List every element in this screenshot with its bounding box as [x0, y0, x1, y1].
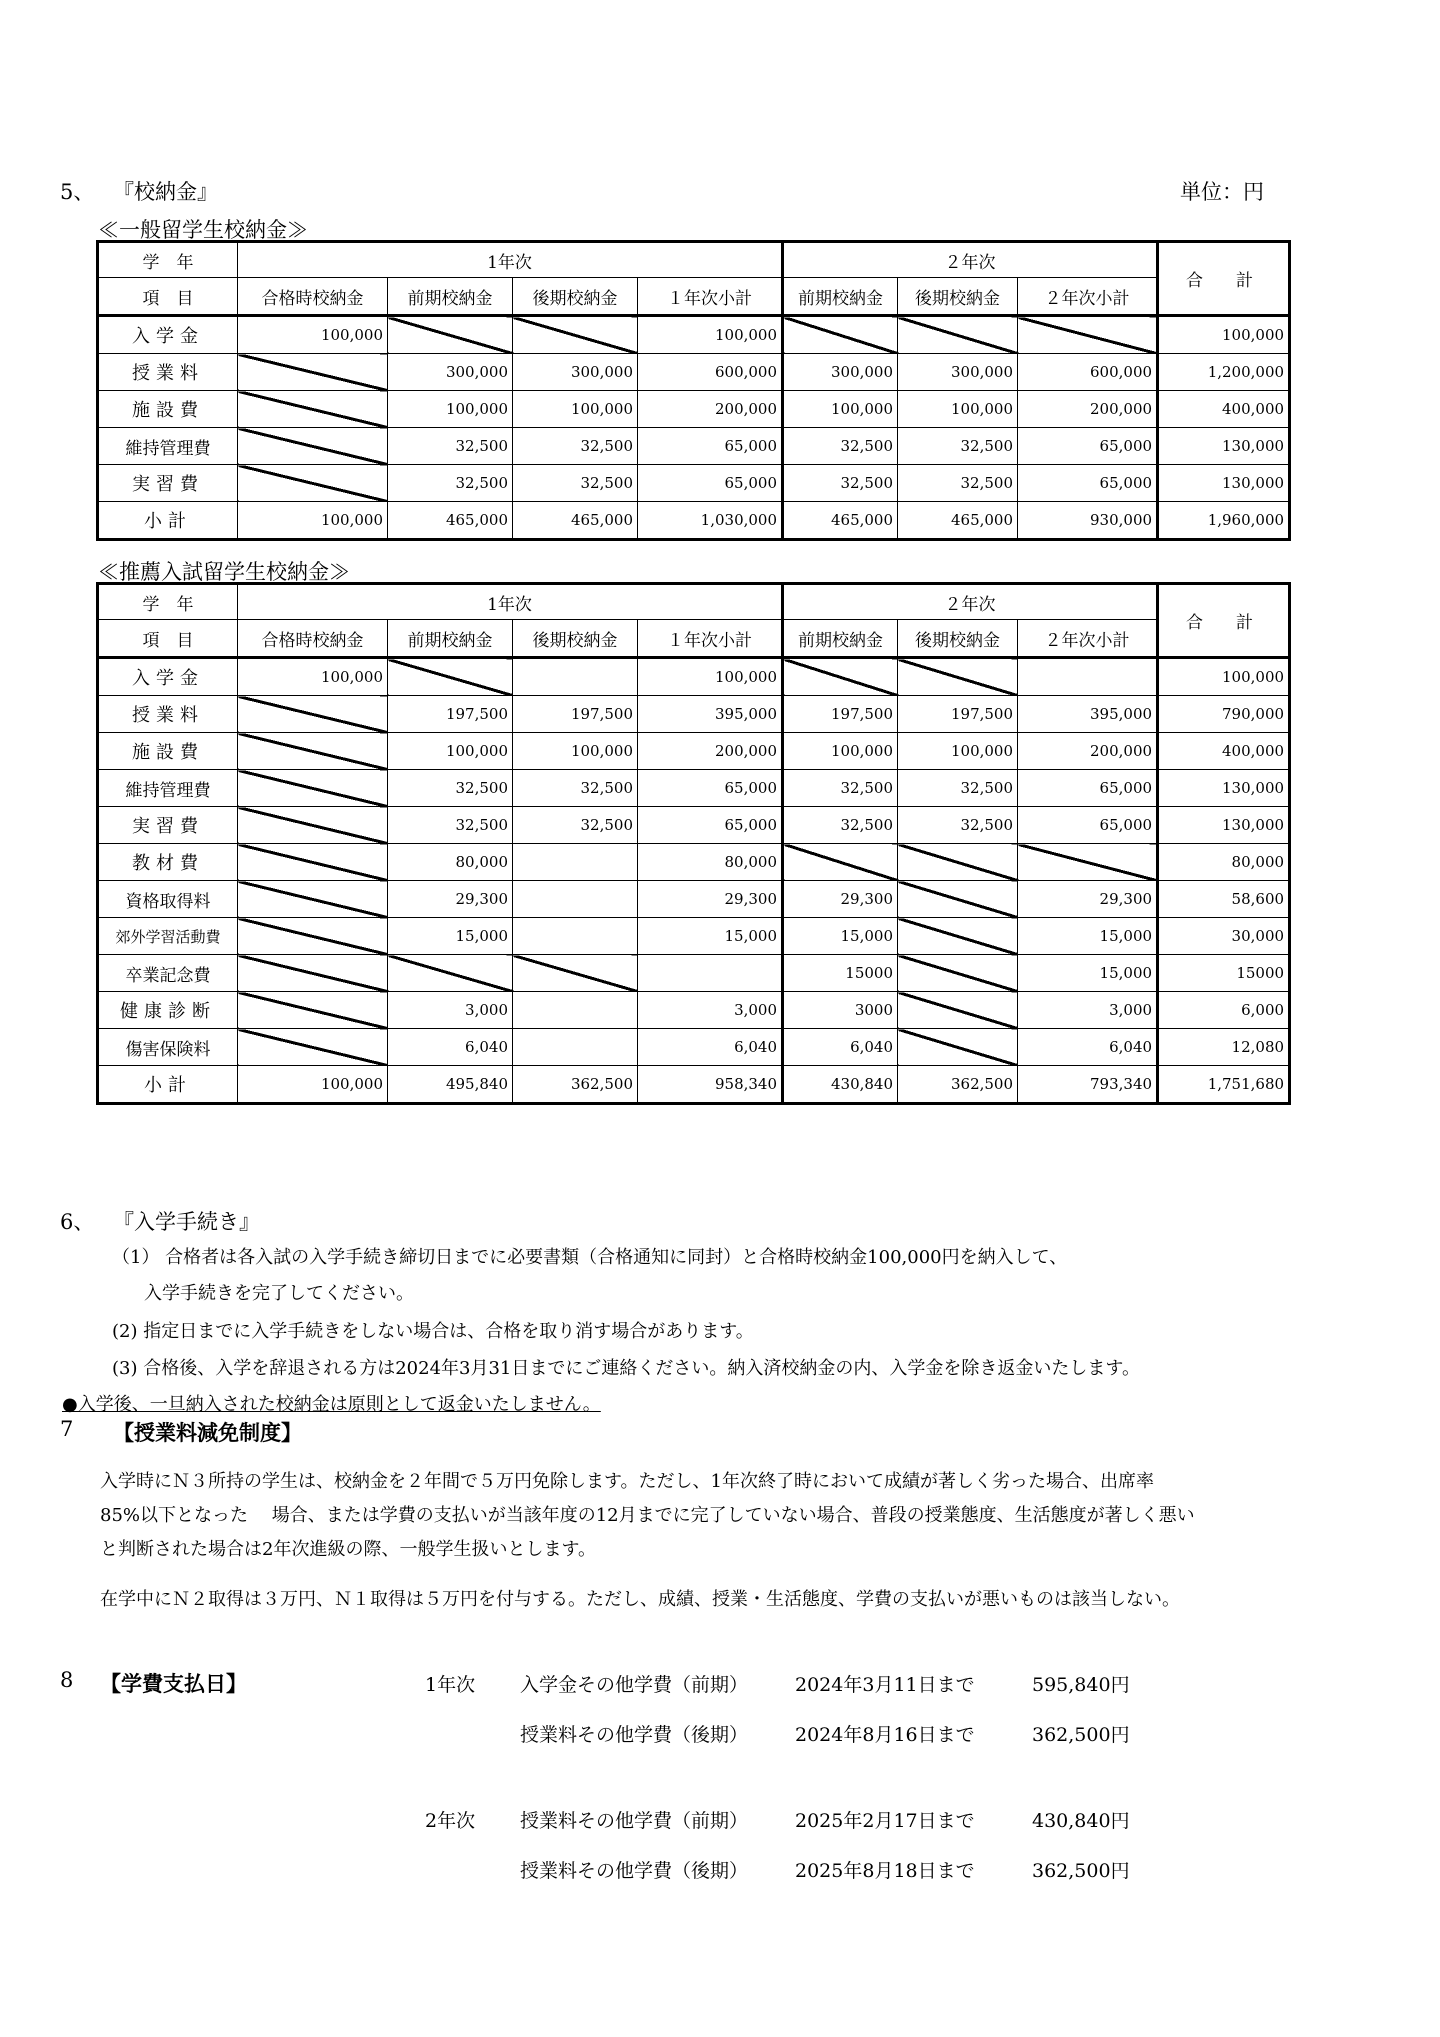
empty-cell: [898, 844, 1018, 881]
value-cell: 32,500: [898, 465, 1018, 502]
value-cell: 100,000: [638, 658, 783, 696]
empty-cell: [238, 918, 388, 955]
value-cell: 32,500: [898, 807, 1018, 844]
empty-cell: [898, 658, 1018, 696]
section-7-number: 7: [60, 1417, 74, 1441]
value-cell: 100,000: [783, 733, 898, 770]
value-cell: 32,500: [513, 807, 638, 844]
empty-cell: [238, 770, 388, 807]
value-cell: 130,000: [1158, 428, 1290, 465]
value-cell: 930,000: [1018, 502, 1158, 540]
value-cell: 6,040: [1018, 1029, 1158, 1066]
value-cell: 300,000: [783, 354, 898, 391]
value-cell: 362,500: [513, 1066, 638, 1104]
value-cell: 362,500: [898, 1066, 1018, 1104]
table-row: [98, 881, 1290, 918]
value-cell: [513, 881, 638, 918]
table-row: [98, 992, 1290, 1029]
empty-cell: [898, 316, 1018, 354]
value-cell: 15,000: [1018, 918, 1158, 955]
procedure-2: (2) 指定日までに入学手続きをしない場合は、合格を取り消す場合があります。: [112, 1321, 754, 1342]
value-cell: 130,000: [1158, 807, 1290, 844]
value-cell: 495,840: [388, 1066, 513, 1104]
general-fee-table: [96, 240, 1291, 541]
value-cell: 15,000: [388, 918, 513, 955]
value-cell: 197,500: [513, 696, 638, 733]
value-cell: 200,000: [1018, 391, 1158, 428]
empty-cell: [238, 1029, 388, 1066]
value-cell: 80,000: [1158, 844, 1290, 881]
value-cell: 400,000: [1158, 391, 1290, 428]
table-row: [98, 770, 1290, 807]
value-cell: 32,500: [513, 770, 638, 807]
row-label: 傷害保険料: [98, 1029, 238, 1066]
row-label: 授業料: [98, 354, 238, 391]
pay-item: 入学金その他学費（前期）: [520, 1674, 749, 1696]
table-row: [98, 465, 1290, 502]
col-first-term: 前期校納金: [388, 620, 513, 658]
value-cell: 100,000: [388, 391, 513, 428]
empty-cell: [238, 733, 388, 770]
value-cell: 197,500: [898, 696, 1018, 733]
item-header: 項 目: [98, 278, 238, 316]
refund-note: ●入学後、一旦納入された校納金は原則として返金いたしません。: [62, 1394, 601, 1415]
value-cell: 30,000: [1158, 918, 1290, 955]
section-7-title: 【授業料減免制度】: [113, 1420, 302, 1445]
pay-item: 授業料その他学費（後期）: [520, 1860, 749, 1882]
value-cell: 32,500: [388, 465, 513, 502]
col-admission-fee: 合格時校納金: [238, 278, 388, 316]
table-row: [98, 844, 1290, 881]
value-cell: 465,000: [388, 502, 513, 540]
year-1-header: 1年次: [238, 242, 783, 278]
reduction-line-1: 入学時にＮ３所持の学生は、校納金を２年間で５万円免除します。ただし、1年次終了時において成績が著しく劣った場合、出席率: [100, 1471, 1155, 1492]
year-2-header: ２年次: [783, 584, 1158, 620]
value-cell: 300,000: [898, 354, 1018, 391]
table-row: [98, 354, 1290, 391]
value-cell: 400,000: [1158, 733, 1290, 770]
value-cell: 430,840: [783, 1066, 898, 1104]
row-label: 教材費: [98, 844, 238, 881]
value-cell: 32,500: [388, 770, 513, 807]
value-cell: 15000: [783, 955, 898, 992]
value-cell: 32,500: [898, 770, 1018, 807]
table-row: [98, 918, 1290, 955]
value-cell: 32,500: [388, 428, 513, 465]
table-row: [98, 391, 1290, 428]
value-cell: 790,000: [1158, 696, 1290, 733]
col-year1-subtotal: １年次小計: [638, 278, 783, 316]
value-cell: 65,000: [638, 428, 783, 465]
row-label: 小計: [98, 502, 238, 540]
empty-cell: [513, 316, 638, 354]
empty-cell: [238, 428, 388, 465]
col-year2-subtotal: ２年次小計: [1018, 278, 1158, 316]
row-label: 小計: [98, 1066, 238, 1104]
col-second-term: 後期校納金: [513, 278, 638, 316]
value-cell: 32,500: [388, 807, 513, 844]
table-row: [98, 1066, 1290, 1104]
pay-year: 1年次: [425, 1674, 476, 1696]
value-cell: 100,000: [898, 733, 1018, 770]
value-cell: 6,040: [388, 1029, 513, 1066]
col-y2-first-term: 前期校納金: [783, 620, 898, 658]
value-cell: 200,000: [1018, 733, 1158, 770]
value-cell: 32,500: [783, 465, 898, 502]
empty-cell: [238, 465, 388, 502]
value-cell: 29,300: [1018, 881, 1158, 918]
value-cell: 6,000: [1158, 992, 1290, 1029]
empty-cell: [238, 955, 388, 992]
empty-cell: [783, 658, 898, 696]
procedure-1a: （1） 合格者は各入試の入学手続き締切日までに必要書類（合格通知に同封）と合格時校納金100,000円を納入して、: [112, 1247, 1068, 1268]
table-1-title: ≪一般留学生校納金≫: [98, 218, 308, 242]
value-cell: 65,000: [1018, 465, 1158, 502]
pay-year: 2年次: [425, 1810, 476, 1832]
value-cell: 197,500: [783, 696, 898, 733]
value-cell: 65,000: [638, 465, 783, 502]
value-cell: 100,000: [898, 391, 1018, 428]
value-cell: 15,000: [783, 918, 898, 955]
value-cell: [513, 992, 638, 1029]
value-cell: 6,040: [783, 1029, 898, 1066]
table-row: [98, 658, 1290, 696]
empty-cell: [238, 354, 388, 391]
section-8-title: 【学費支払日】: [100, 1671, 247, 1696]
procedure-1b: 入学手続きを完了してください。: [144, 1283, 414, 1304]
value-cell: 1,960,000: [1158, 502, 1290, 540]
empty-cell: [898, 955, 1018, 992]
value-cell: 15000: [1158, 955, 1290, 992]
procedure-3: (3) 合格後、入学を辞退される方は2024年3月31日までにご連絡ください。納入済校納金の内、入学金を除き返金いたします。: [112, 1358, 1140, 1379]
col-first-term: 前期校納金: [388, 278, 513, 316]
value-cell: 600,000: [1018, 354, 1158, 391]
value-cell: 32,500: [783, 807, 898, 844]
value-cell: 32,500: [783, 770, 898, 807]
empty-cell: [238, 992, 388, 1029]
value-cell: 65,000: [1018, 807, 1158, 844]
value-cell: 65,000: [638, 807, 783, 844]
value-cell: 3,000: [1018, 992, 1158, 1029]
row-label: 施設費: [98, 391, 238, 428]
row-label: 郊外学習活動費: [98, 918, 238, 955]
row-label: 施設費: [98, 733, 238, 770]
value-cell: 15,000: [1018, 955, 1158, 992]
total-header: 合 計: [1158, 242, 1290, 316]
empty-cell: [898, 1029, 1018, 1066]
value-cell: 32,500: [783, 428, 898, 465]
reduction-line-2: 85%以下となった 場合、または学費の支払いが当該年度の12月までに完了していない場合、普段の授業態度、生活態度が著しく悪い: [100, 1505, 1195, 1526]
row-label: 維持管理費: [98, 428, 238, 465]
pay-date: 2024年8月16日まで: [795, 1724, 975, 1746]
value-cell: 300,000: [388, 354, 513, 391]
pay-amount: 362,500円: [1032, 1724, 1130, 1746]
unit-label: 単位：円: [1180, 180, 1264, 204]
value-cell: 12,080: [1158, 1029, 1290, 1066]
value-cell: [513, 1029, 638, 1066]
value-cell: 1,200,000: [1158, 354, 1290, 391]
pay-amount: 362,500円: [1032, 1860, 1130, 1882]
empty-cell: [238, 844, 388, 881]
value-cell: 100,000: [238, 1066, 388, 1104]
table-row: [98, 316, 1290, 354]
empty-cell: [388, 955, 513, 992]
table-row: [98, 733, 1290, 770]
section-6-title: 『入学手続き』: [113, 1210, 260, 1234]
row-label: 実習費: [98, 465, 238, 502]
value-cell: 65,000: [1018, 770, 1158, 807]
row-label: 実習費: [98, 807, 238, 844]
value-cell: 100,000: [638, 316, 783, 354]
value-cell: 100,000: [238, 316, 388, 354]
value-cell: 29,300: [638, 881, 783, 918]
value-cell: 80,000: [638, 844, 783, 881]
pay-date: 2025年8月18日まで: [795, 1860, 975, 1882]
section-5-number: 5、: [60, 180, 95, 204]
value-cell: 465,000: [513, 502, 638, 540]
value-cell: 29,300: [783, 881, 898, 918]
value-cell: 100,000: [783, 391, 898, 428]
row-label: 健康診断: [98, 992, 238, 1029]
empty-cell: [238, 807, 388, 844]
value-cell: 130,000: [1158, 465, 1290, 502]
value-cell: 465,000: [898, 502, 1018, 540]
value-cell: [513, 658, 638, 696]
pay-amount: 595,840円: [1032, 1674, 1130, 1696]
col-y2-first-term: 前期校納金: [783, 278, 898, 316]
grade-header: 学 年: [98, 584, 238, 620]
value-cell: 793,340: [1018, 1066, 1158, 1104]
value-cell: [513, 918, 638, 955]
recommended-fee-table: [96, 582, 1291, 1105]
table-row: [98, 502, 1290, 540]
value-cell: 3,000: [388, 992, 513, 1029]
pay-amount: 430,840円: [1032, 1810, 1130, 1832]
value-cell: 3000: [783, 992, 898, 1029]
value-cell: 200,000: [638, 733, 783, 770]
empty-cell: [783, 844, 898, 881]
table-2-title: ≪推薦入試留学生校納金≫: [98, 560, 350, 584]
empty-cell: [238, 696, 388, 733]
row-label: 卒業記念費: [98, 955, 238, 992]
empty-cell: [783, 316, 898, 354]
col-y2-second-term: 後期校納金: [898, 278, 1018, 316]
value-cell: 130,000: [1158, 770, 1290, 807]
col-second-term: 後期校納金: [513, 620, 638, 658]
value-cell: 6,040: [638, 1029, 783, 1066]
value-cell: 3,000: [638, 992, 783, 1029]
value-cell: 32,500: [513, 428, 638, 465]
table-row: [98, 955, 1290, 992]
pay-item: 授業料その他学費（後期）: [520, 1724, 749, 1746]
value-cell: [1018, 658, 1158, 696]
empty-cell: [898, 881, 1018, 918]
year-2-header: ２年次: [783, 242, 1158, 278]
table-row: [98, 696, 1290, 733]
pay-item: 授業料その他学費（前期）: [520, 1810, 749, 1832]
col-year1-subtotal: １年次小計: [638, 620, 783, 658]
value-cell: 958,340: [638, 1066, 783, 1104]
value-cell: 1,751,680: [1158, 1066, 1290, 1104]
item-header: 項 目: [98, 620, 238, 658]
value-cell: 100,000: [388, 733, 513, 770]
value-cell: 100,000: [1158, 316, 1290, 354]
year-1-header: 1年次: [238, 584, 783, 620]
empty-cell: [388, 316, 513, 354]
row-label: 授業料: [98, 696, 238, 733]
total-header: 合 計: [1158, 584, 1290, 658]
value-cell: 100,000: [513, 391, 638, 428]
value-cell: [513, 844, 638, 881]
table-row: [98, 428, 1290, 465]
pay-date: 2024年3月11日まで: [795, 1674, 975, 1696]
empty-cell: [1018, 844, 1158, 881]
value-cell: 100,000: [238, 502, 388, 540]
value-cell: 100,000: [1158, 658, 1290, 696]
value-cell: 100,000: [513, 733, 638, 770]
value-cell: 15,000: [638, 918, 783, 955]
value-cell: 300,000: [513, 354, 638, 391]
table-row: [98, 807, 1290, 844]
empty-cell: [388, 658, 513, 696]
section-8-number: 8: [60, 1668, 74, 1692]
section-5-title: 『校納金』: [113, 180, 218, 204]
value-cell: 465,000: [783, 502, 898, 540]
value-cell: 100,000: [238, 658, 388, 696]
value-cell: 65,000: [1018, 428, 1158, 465]
row-label: 資格取得料: [98, 881, 238, 918]
empty-cell: [1018, 316, 1158, 354]
row-label: 維持管理費: [98, 770, 238, 807]
value-cell: 32,500: [513, 465, 638, 502]
value-cell: 1,030,000: [638, 502, 783, 540]
value-cell: 32,500: [898, 428, 1018, 465]
table-row: [98, 1029, 1290, 1066]
pay-date: 2025年2月17日まで: [795, 1810, 975, 1832]
value-cell: 29,300: [388, 881, 513, 918]
empty-cell: [513, 955, 638, 992]
value-cell: 197,500: [388, 696, 513, 733]
value-cell: 395,000: [638, 696, 783, 733]
empty-cell: [238, 391, 388, 428]
value-cell: 600,000: [638, 354, 783, 391]
row-label: 入学金: [98, 658, 238, 696]
value-cell: 200,000: [638, 391, 783, 428]
row-label: 入学金: [98, 316, 238, 354]
reduction-line-4: 在学中にＮ２取得は３万円、Ｎ１取得は５万円を付与する。ただし、成績、授業・生活態度、学費の支払いが悪いものは該当しない。: [100, 1589, 1180, 1610]
col-year2-subtotal: ２年次小計: [1018, 620, 1158, 658]
value-cell: 395,000: [1018, 696, 1158, 733]
value-cell: 80,000: [388, 844, 513, 881]
value-cell: [638, 955, 783, 992]
empty-cell: [898, 918, 1018, 955]
col-y2-second-term: 後期校納金: [898, 620, 1018, 658]
value-cell: 65,000: [638, 770, 783, 807]
grade-header: 学 年: [98, 242, 238, 278]
empty-cell: [898, 992, 1018, 1029]
section-6-number: 6、: [60, 1210, 95, 1234]
value-cell: 58,600: [1158, 881, 1290, 918]
reduction-line-3: と判断された場合は2年次進級の際、一般学生扱いとします。: [100, 1539, 597, 1560]
empty-cell: [238, 881, 388, 918]
col-admission-fee: 合格時校納金: [238, 620, 388, 658]
